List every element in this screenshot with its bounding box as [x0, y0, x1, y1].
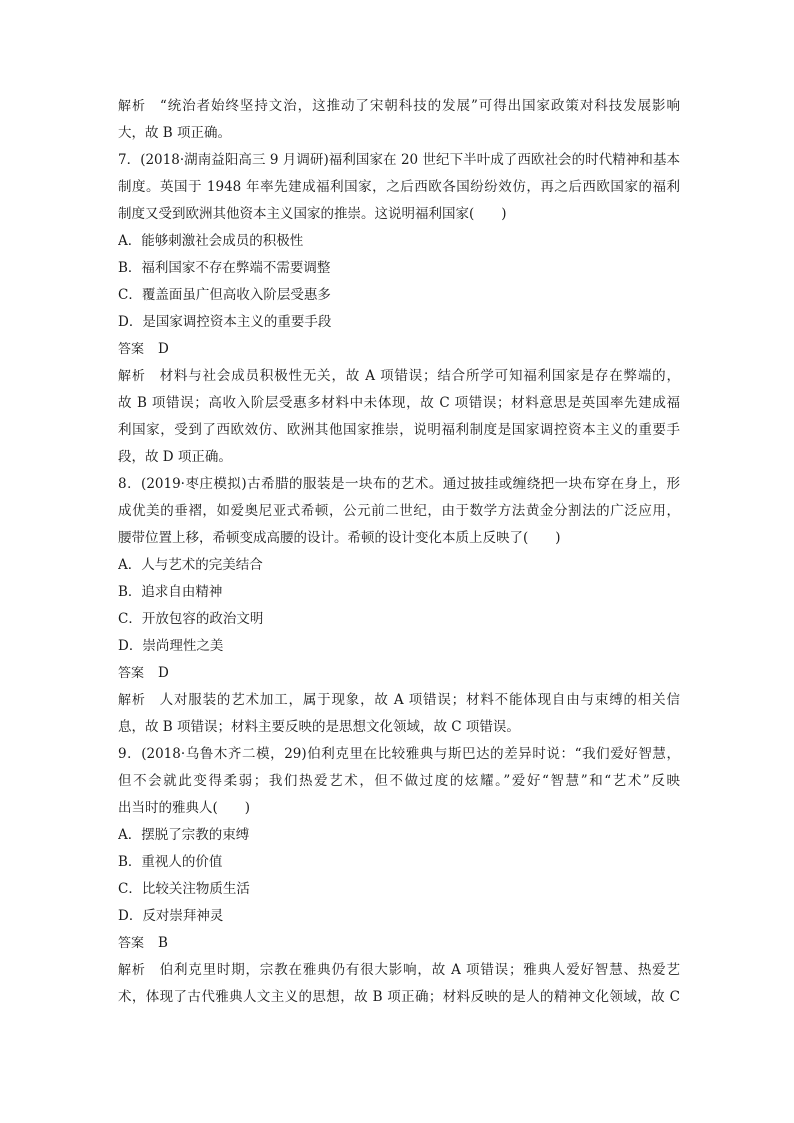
option-d: D．崇尚理性之美 — [118, 638, 224, 654]
question-9 — [118, 741, 680, 1011]
question-stem-line: 出当时的雅典人( ) — [118, 800, 251, 816]
question-stem-line: 但不会就此变得柔弱；我们热爱艺术，但不做过度的炫耀。”爱好“智慧”和“艺术”反映 — [118, 773, 680, 789]
explanation-label: 解析 — [118, 693, 146, 708]
question-stem-line: 8．(2019·枣庄模拟)古希腊的服装是一块布的艺术。通过披挂或缠绕把一块布穿在身上，形 — [118, 476, 680, 492]
question-stem-line: 腰带位置上移，希顿变成高腰的设计。希顿的设计变化本质上反映了( ) — [118, 530, 561, 546]
explanation-line: 解析 伯利克里时期，宗教在雅典仍有很大影响，故 A 项错误；雅典人爱好智慧、热爱艺 — [118, 962, 680, 978]
answer-line — [118, 660, 680, 687]
question-7 — [118, 147, 680, 471]
explanation-line: 利国家，受到了西欧效仿、欧洲其他国家推崇，说明福利制度是国家调控资本主义的重要手 — [118, 422, 680, 438]
option-b: B．追求自由精神 — [118, 584, 223, 600]
option-c: C．覆盖面虽广但高收入阶层受惠多 — [118, 287, 331, 303]
explanation-line: 故 B 项错误；高收入阶层受惠多材料中未体现，故 C 项错误；材料意思是英国率先建成福 — [118, 395, 680, 411]
answer-label: 答案 — [118, 666, 145, 681]
option-c: C．开放包容的政治文明 — [118, 611, 264, 627]
answer-value: D — [158, 665, 169, 681]
answer-value: B — [158, 935, 168, 951]
option-d: D．反对崇拜神灵 — [118, 908, 224, 924]
answer-line — [118, 930, 680, 957]
explanation-label: 解析 — [118, 99, 146, 114]
question-stem-line: 7．(2018·湖南益阳高三 9 月调研)福利国家在 20 世纪下半叶成了西欧社会的时代精神和基本 — [118, 152, 680, 168]
explanation-line: 解析 材料与社会成员积极性无关，故 A 项错误；结合所学可知福利国家是存在弊端的， — [118, 368, 680, 384]
option-a: A．摆脱了宗教的束缚 — [118, 827, 250, 843]
question-8 — [118, 471, 680, 741]
explanation-label: 解析 — [118, 369, 146, 384]
explanation-line: 段，故 D 项正确。 — [118, 449, 232, 465]
explanation-line: 息，故 B 项错误；材料主要反映的是思想文化领域，故 C 项错误。 — [118, 719, 520, 735]
option-c: C．比较关注物质生活 — [118, 881, 250, 897]
option-b: B．福利国家不存在弊端不需要调整 — [118, 260, 331, 276]
explanation-line: 大，故 B 项正确。 — [118, 125, 232, 141]
explanation-line: 解析 “统治者始终坚持文治，这推动了宋朝科技的发展”可得出国家政策对科技发展影响 — [118, 98, 680, 114]
explanation-line: 术，体现了古代雅典人文主义的思想，故 B 项正确；材料反映的是人的精神文化领域，故 C — [118, 989, 680, 1005]
question-stem-line: 成优美的垂褶，如爱奥尼亚式希顿，公元前二世纪，由于数学方法黄金分割法的广泛应用， — [118, 503, 680, 519]
option-b: B．重视人的价值 — [118, 854, 223, 870]
explanation-line: 解析 人对服装的艺术加工，属于现象，故 A 项错误；材料不能体现自由与束缚的相关信 — [118, 692, 680, 708]
question-stem-line: 制度又受到欧洲其他资本主义国家的推崇。这说明福利国家( ) — [118, 206, 507, 222]
answer-value: D — [158, 341, 169, 357]
option-d: D．是国家调控资本主义的重要手段 — [118, 314, 332, 330]
question-stem-line: 制度。英国于 1948 年率先建成福利国家，之后西欧各国纷纷效仿，再之后西欧国家的福利 — [118, 179, 680, 195]
answer-label: 答案 — [118, 936, 145, 951]
answer-label: 答案 — [118, 342, 145, 357]
page-content — [118, 93, 680, 1011]
option-a: A．能够刺激社会成员的积极性 — [118, 233, 304, 249]
explanation-label: 解析 — [118, 963, 146, 978]
answer-line — [118, 336, 680, 363]
option-a: A．人与艺术的完美结合 — [118, 557, 263, 573]
question-stem-line: 9．(2018·乌鲁木齐二模，29)伯利克里在比较雅典与斯巴达的差异时说：“我们爱好智慧， — [118, 746, 680, 762]
